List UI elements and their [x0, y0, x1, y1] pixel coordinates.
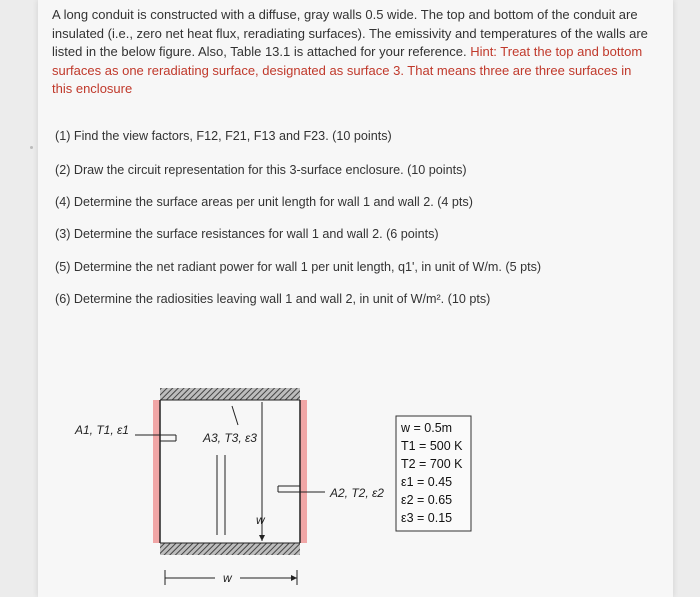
surface-1-label: A1, T1, ε1 [75, 423, 129, 437]
leader-surface-3 [232, 406, 238, 425]
bottom-w-label: w [223, 571, 232, 585]
question-6: (6) Determine the radiosities leaving wall 1 and wall 2, in unit of W/m². (10 pts) [55, 292, 491, 306]
given-T1: T1 = 500 K [401, 439, 463, 453]
question-1: (1) Find the view factors, F12, F21, F13 and F23. (10 points) [55, 129, 392, 143]
given-w: w = 0.5m [401, 421, 453, 435]
given-e2: ε2 = 0.65 [401, 493, 453, 507]
given-T2: T2 = 700 K [401, 457, 463, 471]
hint-text: Hint: Treat the top and bottom surfaces as one reradiating surface, designated as surface 3. That means three are three surfaces in this enclosure [52, 44, 643, 97]
question-3: (3) Determine the surface resistances for wall 1 and wall 2. (6 points) [55, 227, 439, 241]
inner-w-label: w [256, 513, 265, 527]
intro-text: A long conduit is constructed with a diffuse, gray walls 0.5 wide. The top and bottom of the conduit are insulated (i.e., zero net heat flux, reradiating surfaces). The emissivity and temperatures of the walls are listed in the below figure. Also, Table 13.1 is attached for your reference. [52, 7, 648, 60]
bottom-insulated-wall [160, 543, 300, 555]
top-insulated-wall [160, 388, 300, 400]
given-e1: ε1 = 0.45 [401, 475, 453, 489]
given-e3: ε3 = 0.15 [401, 511, 453, 525]
surface-2-label: A2, T2, ε2 [330, 486, 384, 500]
question-4: (4) Determine the surface areas per unit length for wall 1 and wall 2. (4 pts) [55, 195, 473, 209]
right-wall-surface-2 [300, 400, 307, 543]
question-5: (5) Determine the net radiant power for wall 1 per unit length, q1', in unit of W/m. (5 pts) [55, 260, 542, 274]
left-wall-surface-1 [153, 400, 160, 543]
question-2: (2) Draw the circuit representation for this 3-surface enclosure. (10 points) [55, 163, 467, 177]
surface-3-label: A3, T3, ε3 [203, 431, 257, 445]
